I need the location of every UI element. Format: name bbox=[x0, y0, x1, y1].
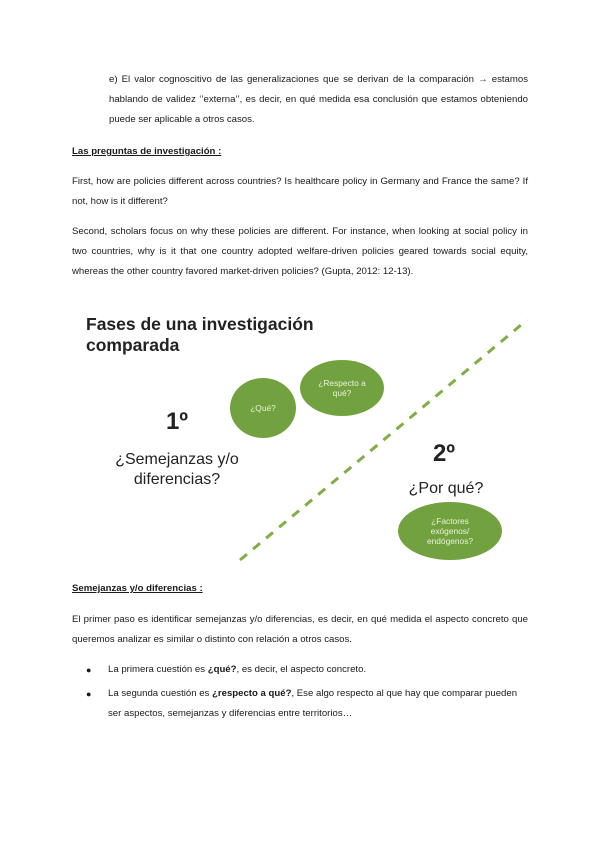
list-item-e: e) El valor cognoscitivo de las generalizaciones que se derivan de la comparación → estamos hablando de validez ‘’externa’’, es decir, en qué medida esa conclusión que estamos obteniendo puede ser aplicable a otros casos. bbox=[109, 74, 528, 125]
phase1-number: 1º bbox=[165, 408, 189, 435]
diagram-title: Fases de una investigación comparada bbox=[86, 314, 314, 355]
paragraph-first-question: First, how are policies different across countries? Is healthcare policy in Germany and France the same? If not, how is it different? bbox=[72, 176, 528, 207]
phase2-number: 2º bbox=[432, 440, 456, 467]
similarities-bullet-list bbox=[72, 660, 528, 728]
bubble-what: ¿Qué? bbox=[230, 378, 296, 438]
bullet-icon: ● bbox=[86, 689, 92, 699]
phases-diagram bbox=[72, 300, 532, 570]
phase1-label: ¿Semejanzas y/o diferencias? bbox=[115, 451, 239, 488]
list-item: ● La primera cuestión es ¿qué?, es decir, el aspecto concreto. bbox=[72, 660, 528, 680]
bullet-icon: ● bbox=[86, 665, 92, 675]
paragraph-similarities-intro: El primer paso es identificar semejanzas y/o diferencias, es decir, en qué medida el aspecto concreto que queremos analizar es similar o distinto con relación a otros casos. bbox=[72, 614, 528, 645]
section-heading-similarities: Semejanzas y/o diferencias : bbox=[72, 583, 203, 594]
phase2-label: ¿Por qué? bbox=[408, 480, 484, 497]
list-item: ● La segunda cuestión es ¿respecto a qué?, Ese algo respecto al que hay que comparar pueden ser aspectos, semejanzas y diferencias entre territorios… bbox=[72, 684, 528, 724]
bubble-respect-to-what: ¿Respecto a qué? bbox=[300, 360, 384, 416]
section-heading-research-questions: Las preguntas de investigación : bbox=[72, 146, 222, 157]
bubble-factors: ¿Factores exógenos/ endógenos? bbox=[398, 502, 502, 560]
paragraph-second-question: Second, scholars focus on why these policies are different. For instance, when looking at social policy in two countries, why is it that one country adopted welfare-driven policies geared towards social equity, whereas the other country favored market-driven policies? (Gupta, 2012: 12-13). bbox=[72, 226, 528, 277]
